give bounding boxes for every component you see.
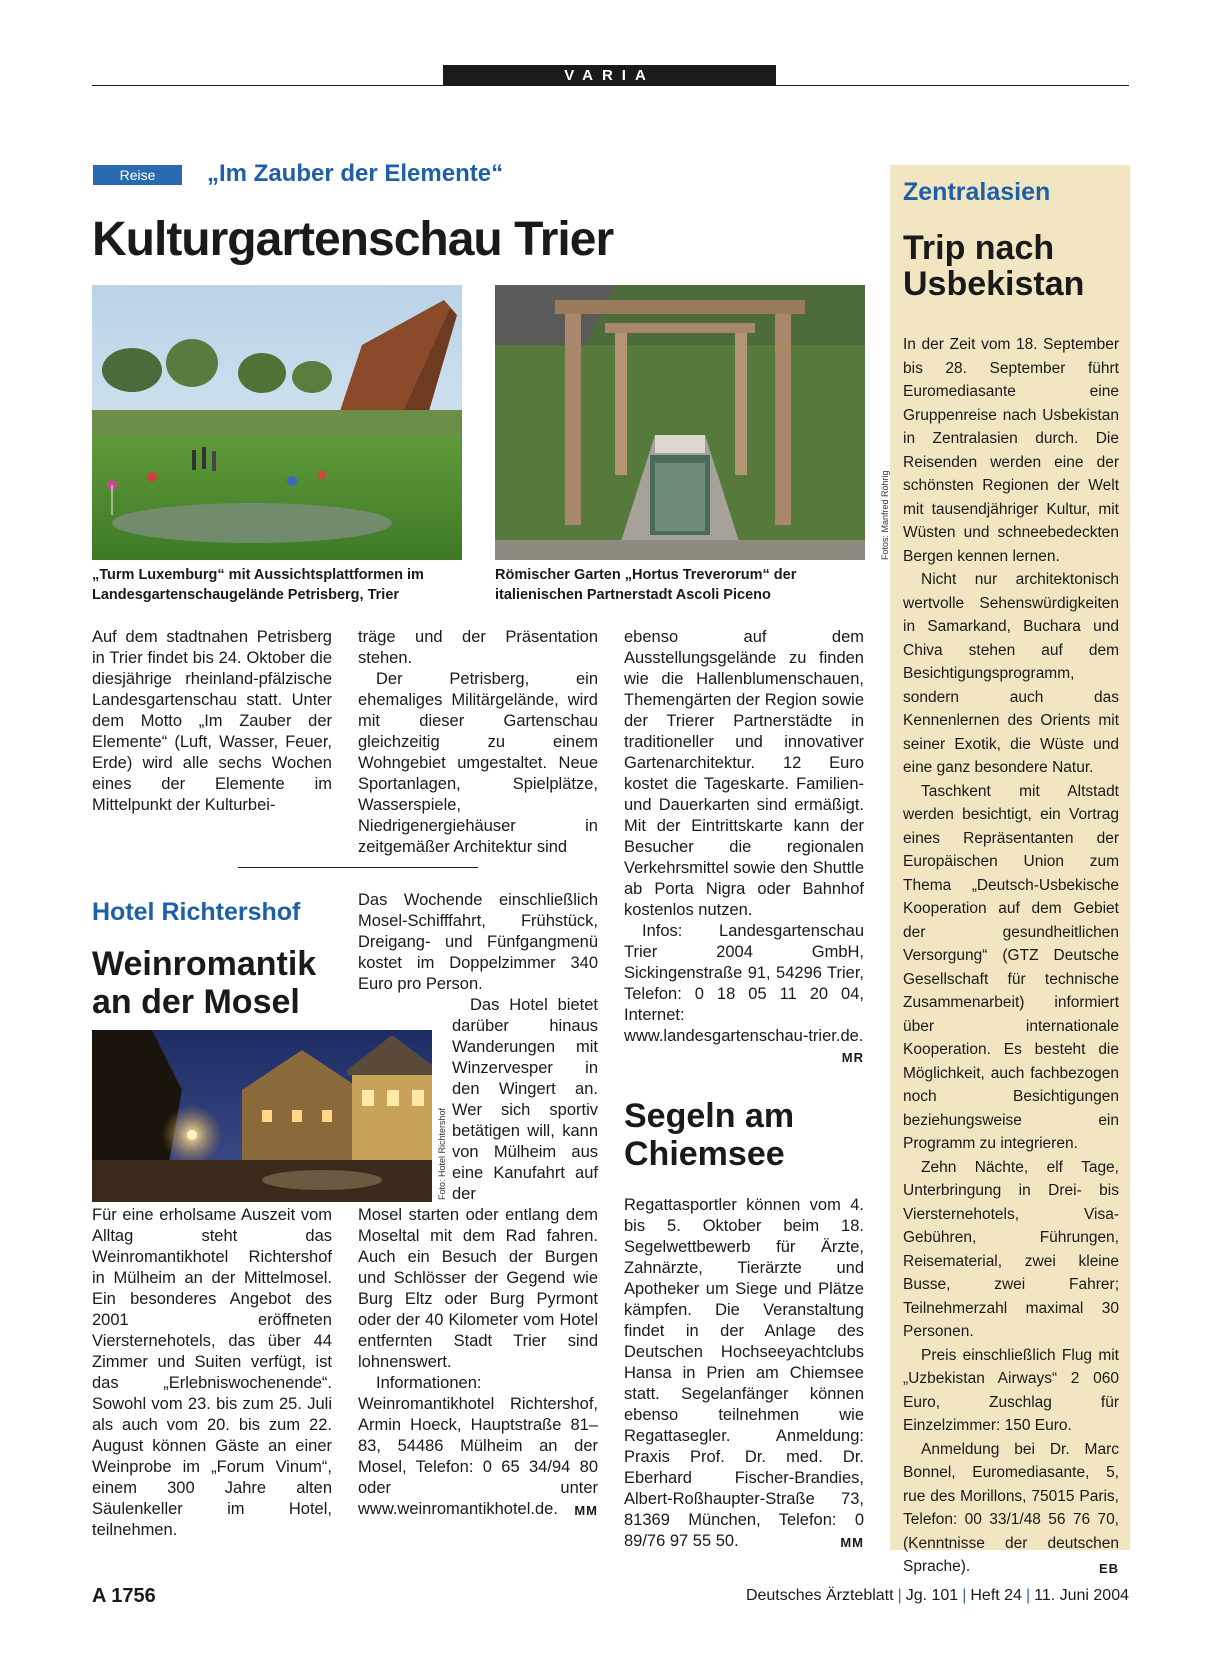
article2-col1-text: Für eine erholsame Auszeit vom Alltag steht das Weinromantikhotel Richtershof in Mülheim an der Mittelmosel. Ein besonderes Angebot des 2001 eröffneten Viersternehotels, das über 44 Zimmer und Suiten verfügt, ist das „Erlebniswochenende“. Sowohl vom 23. bis zum 25. Juli als auch vom 20. bis zum 22. August können Gäste an einer Weinprobe im „Forum Vinum“, einem 300 Jahre alten Säulenkeller im Hotel, teilnehmen. <box>92 1206 332 1539</box>
photo-hortus-treverorum <box>495 285 865 560</box>
sidebar-paragraph: Preis einschließlich Flug mit „Uzbekistan Airways“ 2 060 Euro, Zuschlag für Einzelzimmer: 150 Euro. <box>903 1346 1119 1434</box>
article1-kicker: „Im Zauber der Elemente“ <box>207 160 504 187</box>
journal-name: Deutsches Ärzteblatt <box>745 1587 894 1604</box>
article1-column-1 <box>92 627 332 816</box>
article3-column <box>624 1195 864 1553</box>
sidebar-signature: EB <box>1098 1560 1119 1576</box>
sidebar-kicker: Zentralasien <box>903 178 1051 206</box>
article2-col2-info: Informationen: Weinromantikhotel Richtershof, Armin Hoeck, Hauptstraße 81–83, 54486 Mülheim an der Mosel, Telefon: 0 65 34/94 80 oder unter www.weinromantikhotel.de. <box>358 1374 598 1518</box>
article1-column-2 <box>358 627 598 858</box>
photo-credit-fotos: Fotos: Manfred Röhrig <box>880 470 890 560</box>
article2-title: Weinromantik an der Mosel <box>92 945 317 1021</box>
photo-turm-luxemburg <box>92 285 462 560</box>
article1-signature: MR <box>841 1050 864 1065</box>
article2-column-2-side <box>452 995 598 1205</box>
photo-credit-hotel: Foto: Hotel Richtershof <box>437 1107 447 1200</box>
article2-kicker: Hotel Richtershof <box>92 898 301 926</box>
top-rule <box>92 85 1129 86</box>
article2-col2-text-side: Das Hotel bietet darüber hinaus Wanderungen mit Winzervesper in den Wingert an. Wer sich sportiv betätigen will, kann von Mülheim aus eine Kanufahrt auf der <box>452 996 598 1203</box>
article1-col3-text-2: Infos: Landesgartenschau Trier 2004 GmbH, Sickingenstraße 91, 54296 Trier, Telefon: 0 18 05 11 20 04, Internet: www.landesgartenschau-trier.de. <box>624 922 864 1045</box>
article2-col2-text-bottom: Mosel starten oder entlang dem Moseltal mit dem Rad fahren. Auch ein Besuch der Burgen und Schlösser der Gegend wie Burg Eltz oder Burg Pyrmont oder der 40 Kilometer vom Hotel entfernten Stadt Trier sind lohnenswert. <box>358 1206 598 1371</box>
article1-col3-text-1: ebenso auf dem Ausstellungsgelände zu finden wie die Hallenblumenschauen, Themengärten der Region sowie der Trierer Partnerstädte in traditioneller und innovativer Gartenarchitektur. 12 Euro kostet die Tageskarte. Familien- und Dauerkarten sind ermäßigt. Mit der Eintrittskarte kann der Besucher die regionalen Verkehrsmittel sowie den Shuttle ab Porta Nigra oder Bahnhof kostenlos nutzen. <box>624 628 864 919</box>
journal-volume: Jg. 101 <box>905 1587 959 1604</box>
article2-column-2-bottom <box>358 1205 598 1521</box>
article2-col2-text-top: Das Wochende einschließlich Mosel-Schifffahrt, Frühstück, Dreigang- und Fünfgangmenü kostet im Doppelzimmer 340 Euro pro Person. <box>358 891 598 993</box>
divider-rule <box>238 867 478 868</box>
article1-title: Kulturgartenschau Trier <box>92 213 614 266</box>
article1-column-3 <box>624 627 864 1068</box>
photo-hotel-richtershof <box>92 1030 432 1202</box>
article1-col2-text-1: träge und der Präsentation stehen. <box>358 628 598 667</box>
article2-column-2-top <box>358 890 598 995</box>
section-header: VARIA <box>443 65 776 86</box>
article1-col1-text: Auf dem stadtnahen Petrisberg in Trier findet bis 24. Oktober die diesjährige rheinland-pfälzische Landesgartenschau statt. Unter dem Motto „Im Zauber der Elemente“ (Luft, Wasser, Feuer, Erde) wird alle sechs Wochen eines der Elemente im Mittelpunkt der Kulturbei- <box>92 628 332 814</box>
sidebar-paragraph: In der Zeit vom 18. September bis 28. September führt Euromediasante eine Gruppenreise nach Usbekistan in Zentralasien durch. Die Reisenden werden eine der schönsten Regionen der Welt mit tausendjähriger Kultur, mit Wüsten und schneebedeckten Bergen kennen lernen. <box>903 336 1119 565</box>
sidebar-title: Trip nach Usbekistan <box>903 229 1085 303</box>
sidebar-paragraph: Zehn Nächte, elf Tage, Unterbringung in Drei- bis Viersternehotels, Visa-Gebühren, Führungen, Reisematerial, zwei kleine Busse, zwei Fahrer; Teilnehmerzahl maximal 30 Personen. <box>903 1158 1119 1340</box>
sidebar-body <box>903 333 1119 1580</box>
article1-col2-text-2: Der Petrisberg, ein ehemaliges Militärgelände, wird mit dieser Gartenschau gleichzeitig zu einem Wohngebiet umgestaltet. Neue Sportanlagen, Spielplätze, Wasserspiele, Niedrigenergiehäuser in zeitgemäßer Architektur sind <box>358 670 598 856</box>
article2-signature: MM <box>574 1503 598 1518</box>
sidebar-paragraph: Anmeldung bei Dr. Marc Bonnel, Euromediasante, 5, rue des Morillons, 75015 Paris, Telefon: 00 33/1/48 56 76 70, (Kenntnisse der deutschen Sprache). <box>903 1440 1119 1575</box>
article2-column-1 <box>92 1205 332 1541</box>
sidebar-paragraph: Taschkent mit Altstadt werden besichtigt, ein Vortrag eines Repräsentanten der Europäischen Union zum Thema „Deutsch-Usbekische Kooperation auf dem Gebiet der gesundheitlichen Versorgung“ (GTZ Deutsche Gesellschaft für technische Zusammenarbeit) informiert über internationale Kooperation. Es besteht die Möglichkeit, auch fachbezogen noch Besichtigungen beziehungsweise ein Programm zu integrieren. <box>903 782 1119 1152</box>
page-number: A 1756 <box>92 1585 156 1607</box>
article3-title: Segeln am Chiemsee <box>624 1097 795 1173</box>
article3-signature: MM <box>840 1535 864 1550</box>
category-tag: Reise <box>93 165 182 185</box>
sidebar-paragraph: Nicht nur architektonisch wertvolle Sehenswürdigkeiten in Samarkand, Buchara und Chiva stehen auf dem Besichtigungsprogramm, sondern auch das Kennenlernen des Orients mit seiner Exotik, die Wüste und eine ganz besondere Natur. <box>903 571 1119 776</box>
caption-hortus-treverorum: Römischer Garten „Hortus Treverorum“ der italienischen Partnerstadt Ascoli Piceno <box>495 567 797 603</box>
article3-text: Regattasportler können vom 4. bis 5. Oktober beim 18. Segelwettbewerb für Ärzte, Zahnärzte, Tierärzte und Apotheker um Siege und Plätze kämpfen. Die Veranstaltung findet in der Anlage des Deutschen Hochseeyachtclubs Hansa in Prien am Chiemsee statt. Segelanfänger können ebenso teilnehmen wie Regattasegler. Anmeldung: Praxis Prof. Dr. med. Dr. Eberhard Fischer-Brandies, Albert-Roßhaupter-Straße 73, 81369 München, Telefon: 0 89/76 97 55 50. <box>624 1196 864 1550</box>
journal-issue: Heft 24 <box>970 1587 1022 1604</box>
caption-turm-luxemburg: „Turm Luxemburg“ mit Aussichtsplattformen im Landesgartenschaugelände Petrisberg, Trier <box>92 567 424 603</box>
journal-date: 11. Juni 2004 <box>1034 1587 1129 1604</box>
footer-citation: Deutsches Ärzteblatt | Jg. 101 | Heft 24 | 11. Juni 2004 <box>745 1587 1129 1604</box>
